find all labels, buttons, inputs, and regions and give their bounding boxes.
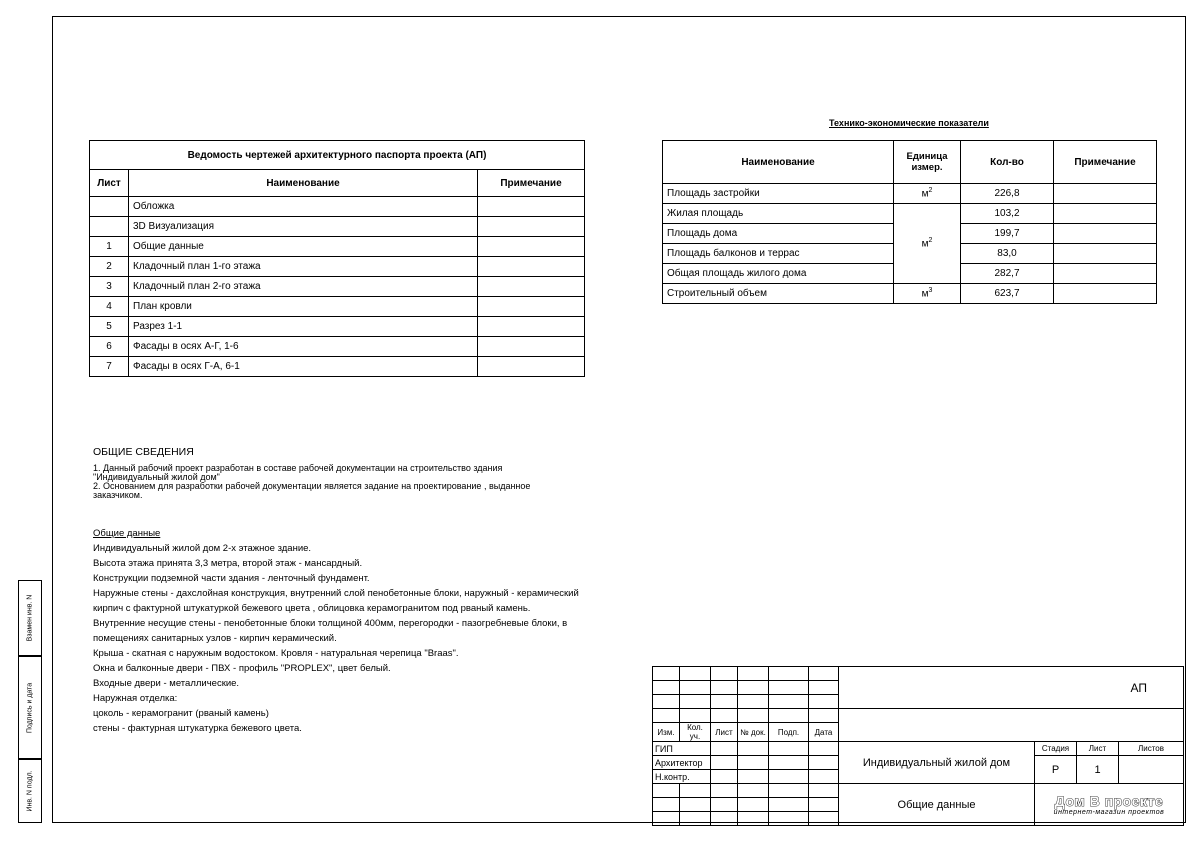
stamp-col-change: Изм. (653, 723, 680, 742)
list-header-note: Примечание (478, 170, 585, 197)
logo (1035, 784, 1184, 826)
table-row: 3 Кладочный план 2-го этажа (90, 277, 585, 297)
logo-sub: интернет-магазин проектов (1053, 809, 1165, 816)
table-row: 7 Фасады в осях Г-А, 6-1 (90, 357, 585, 377)
tech-indicators-table (662, 140, 1157, 304)
table-row: Строительный объем $м^3$ 623,7 (663, 284, 1157, 304)
text-line: помещениях санитарных узлов - кирпич керамический. (93, 633, 337, 644)
unit-cell: $м^2$ (894, 204, 961, 284)
text-line: Окна и балконные двери - ПВХ - профиль "PROPLEX", цвет белый. (93, 663, 391, 674)
logo-main: Дом В проекте (1054, 793, 1164, 809)
text-line: Конструкции подземной части здания - ленточный фундамент. (93, 573, 370, 584)
drawings-list-table (89, 140, 585, 377)
table-row: Обложка (90, 197, 585, 217)
stamp-col-doc: № док. (738, 723, 769, 742)
stamp-sheet: 1 (1077, 756, 1119, 784)
stamp-sheets (1119, 756, 1184, 784)
list-table-title: Ведомость чертежей архитектурного паспорта проекта (АП) (90, 141, 585, 170)
data-text (93, 541, 579, 736)
stamp-col-date: Дата (809, 723, 839, 742)
unit-cell: $м^3$ (894, 284, 961, 304)
general-text (93, 464, 530, 500)
stamp-col-sign: Подп. (769, 723, 809, 742)
stamp-stage: Р (1035, 756, 1077, 784)
stamp-project: Индивидуальный жилой дом (839, 742, 1035, 784)
text-line: Высота этажа принята 3,3 метра, второй этаж - мансардный. (93, 558, 363, 569)
stamp-role-gip: ГИП (653, 742, 711, 756)
table-row: 4 План кровли (90, 297, 585, 317)
tech-header-unit: Единица измер. (894, 141, 961, 184)
table-row: 3D Визуализация (90, 217, 585, 237)
text-line: 2. Основанием для разработки рабочей документации является задание на проектирование , выданное (93, 481, 531, 491)
tech-header-note: Примечание (1054, 141, 1157, 184)
table-row: Площадь балконов и террас 83,0 (663, 244, 1157, 264)
unit-cell: $м^2$ (894, 184, 961, 204)
stamp-col-count: Кол. уч. (680, 723, 711, 742)
side-stamp-replace: Взамен инв. N (18, 580, 42, 656)
stamp-sheet-title: Общие данные (839, 784, 1035, 826)
stamp-role-control: Н.контр. (653, 770, 711, 784)
tech-header-qty: Кол-во (961, 141, 1054, 184)
stamp-role-architect: Архитектор (653, 756, 711, 770)
text-line: Внутренние несущие стены - пенобетонные блоки толщиной 400мм, перегородки - пазогребневые блоки, в (93, 618, 568, 629)
table-row: 5 Разрез 1-1 (90, 317, 585, 337)
table-row: 1 Общие данные (90, 237, 585, 257)
data-heading: Общие данные (93, 528, 161, 539)
text-line: Наружная отделка: (93, 693, 178, 704)
table-row: Общая площадь жилого дома 282,7 (663, 264, 1157, 284)
text-line: "Индивидуальный жилой дом" (93, 472, 220, 482)
list-header-sheet: Лист (90, 170, 129, 197)
stamp-sheets-label: Листов (1119, 742, 1184, 756)
table-row: Площадь застройки $м^2$ 226,8 (663, 184, 1157, 204)
text-line: Крыша - скатная с наружным водостоком. Кровля - натуральная черепица "Braas". (93, 648, 459, 659)
text-line: Входные двери - металлические. (93, 678, 240, 689)
text-line: 1. Данный рабочий проект разработан в составе рабочей документации на строительство здания (93, 463, 503, 473)
text-line: Индивидуальный жилой дом 2-х этажное здание. (93, 543, 312, 554)
side-stamp-signature: Подпись и дата (18, 656, 42, 759)
table-row: Жилая площадь $м^2$ 103,2 (663, 204, 1157, 224)
table-row: 6 Фасады в осях А-Г, 1-6 (90, 337, 585, 357)
stamp-col-sheet: Лист (711, 723, 738, 742)
tech-table-title: Технико-экономические показатели (829, 118, 989, 128)
text-line: стены - фактурная штукатурка бежевого цвета. (93, 723, 302, 734)
general-heading: ОБЩИЕ СВЕДЕНИЯ (93, 446, 194, 458)
text-line: цоколь - керамогранит (рваный камень) (93, 708, 269, 719)
stamp-stage-label: Стадия (1035, 742, 1077, 756)
stamp-code: АП (839, 667, 1184, 709)
table-row: 2 Кладочный план 1-го этажа (90, 257, 585, 277)
text-line: кирпич с фактурной штукатуркой бежевого цвета , облицовка керамогранитом под рваный камень. (93, 603, 531, 614)
list-header-name: Наименование (129, 170, 478, 197)
table-row: Площадь дома 199,7 (663, 224, 1157, 244)
side-stamp-inventory: Инв. N подл. (18, 759, 42, 823)
tech-header-name: Наименование (663, 141, 894, 184)
text-line: Наружные стены - дахслойная конструкция, внутренний слой пенобетонные блоки, наружный - керамический (93, 588, 579, 599)
text-line: заказчиком. (93, 490, 143, 500)
stamp-sheet-label: Лист (1077, 742, 1119, 756)
title-block (652, 666, 1184, 826)
